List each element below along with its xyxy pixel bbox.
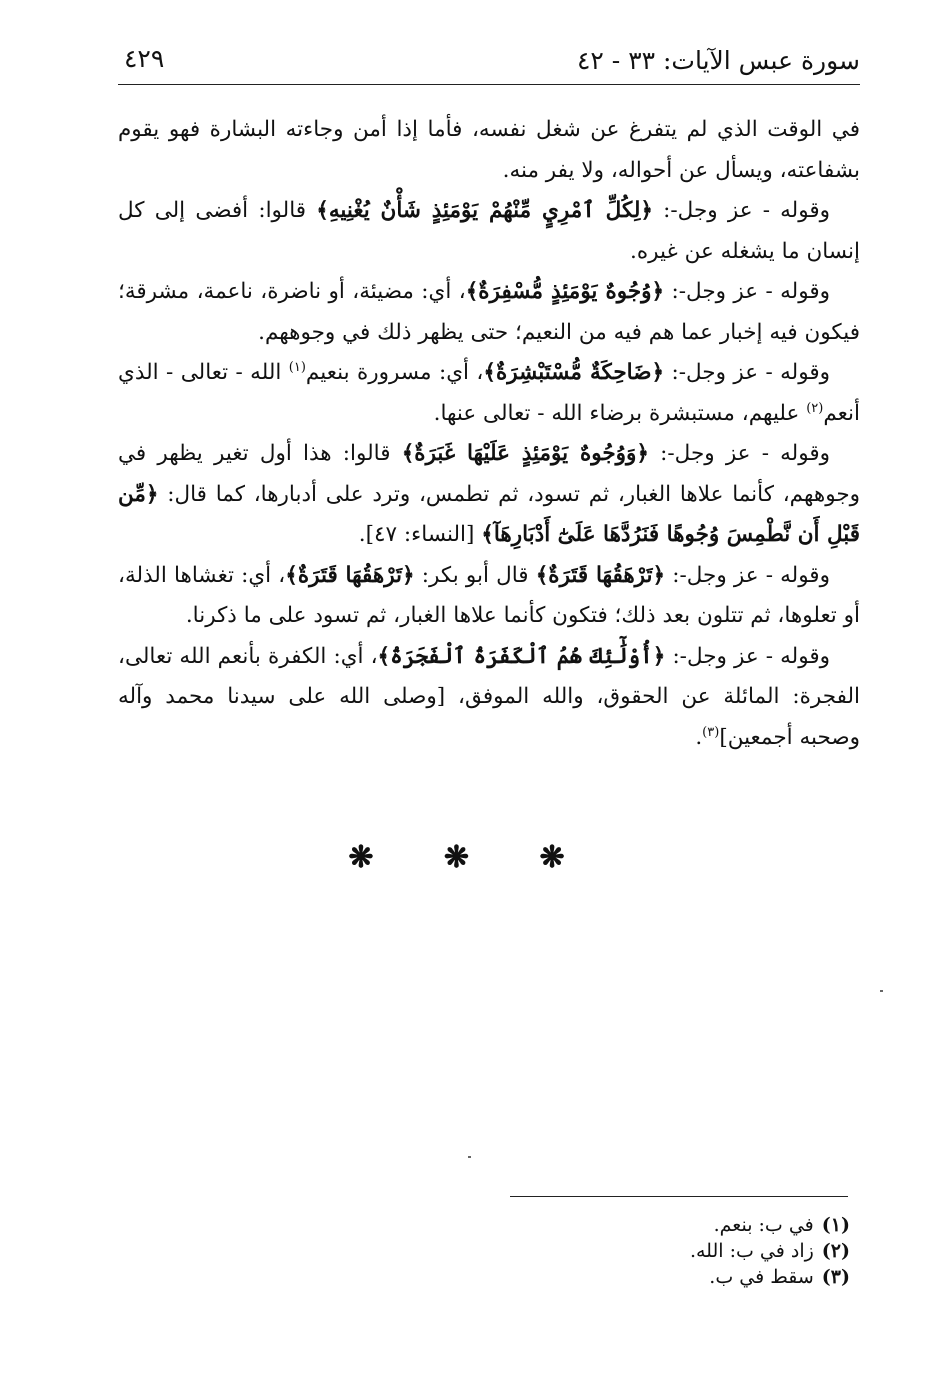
footnote-ref: (٣) — [702, 724, 720, 740]
quran-verse: ﴿تَرْهَقُهَا قَتَرَةٌ﴾ — [285, 562, 415, 588]
paragraph-text: قال أبو بكر: — [414, 562, 536, 588]
footnote-ref: (٢) — [806, 400, 824, 416]
paragraph — [118, 434, 860, 556]
footnotes — [500, 1212, 850, 1290]
quran-verse: ﴿لِكُلِّ ٱمْرِيٍ مِّنْهُمْ يَوْمَئِذٍ شَأْنٌ يُغْنِيهِ﴾ — [316, 198, 653, 223]
paragraph-text: ، أي: مضيئة، أو ناضرة، ناعمة، مشرقة؛ فيكون فيه إخبار عما هم فيه من النعيم؛ حتى يظهر ذلك في وجوههم. — [118, 279, 860, 345]
paragraph-text: وقوله - عز وجل-: — [664, 360, 830, 385]
paragraph — [118, 191, 860, 272]
main-text — [118, 110, 860, 758]
paragraph — [118, 110, 860, 191]
footnote-divider — [510, 1196, 848, 1197]
quran-verse: ﴿تَرْهَقُهَا قَتَرَةٌ﴾ — [535, 562, 666, 588]
footnote — [500, 1264, 850, 1290]
paragraph — [118, 637, 860, 759]
paragraph-text: قالوا: أفضى إلى كل إنسان ما يشغله عن غيره. — [118, 198, 860, 264]
quran-verse: ﴿ضَاحِكَةٌ مُّسْتَبْشِرَةٌ﴾ — [483, 360, 665, 385]
footnote-text: زاد في ب: الله. — [689, 1240, 814, 1262]
page-header — [118, 40, 860, 85]
footnote — [500, 1238, 850, 1264]
page-number: ٤٢٩ — [124, 44, 165, 73]
paragraph-text: ، أي: مسرورة بنعيم — [305, 360, 484, 385]
quran-verse: ﴿أُوْلَٰٓئِكَ هُمُ ٱلْكَفَرَةُ ٱلْفَجَرَةُ﴾ — [377, 643, 666, 669]
quran-verse: ﴿مِّن قَبْلِ أَن نَّطْمِسَ وُجُوهًا فَنَرُدَّهَا عَلَىٰٓ أَدْبَارِهَآ﴾ — [118, 481, 860, 547]
quran-verse: ﴿وَوُجُوهٌ يَوْمَئِذٍ عَلَيْهَا غَبَرَةٌ﴾ — [401, 441, 649, 466]
paragraph — [118, 353, 860, 434]
scan-speck — [468, 1156, 471, 1158]
paragraph-text: في الوقت الذي لم يتفرغ عن شغل نفسه، فأما إذا أمن وجاءته البشارة فهو يقوم بشفاعته، ويسأل عن أحواله، ولا يفر منه. — [118, 117, 860, 183]
footnote-number: (٢) — [821, 1240, 850, 1262]
paragraph-text: وقوله - عز وجل-: — [652, 198, 831, 223]
footnote-number: (٣) — [821, 1266, 850, 1288]
footnote-text: في ب: بنعم. — [713, 1214, 814, 1236]
paragraph-text: [النساء: ٤٧]. — [358, 522, 482, 547]
paragraph-text: وقوله - عز وجل-: — [664, 279, 831, 304]
paragraph-text: قالوا: هذا أول تغير يظهر في وجوههم، كأنما علاها الغبار، ثم تسود، ثم تطمس، وترد على أدبارها، كما قال: — [118, 441, 860, 507]
paragraph-text: الله - تعالى - الذي أنعم — [118, 360, 860, 426]
scan-speck — [880, 990, 883, 992]
paragraph-text: عليهم، مستبشرة برضاء الله - تعالى عنها. — [433, 400, 807, 426]
paragraph — [118, 556, 860, 637]
quran-verse: ﴿وُجُوهٌ يَوْمَئِذٍ مُّسْفِرَةٌ﴾ — [465, 279, 665, 304]
footnote — [500, 1212, 850, 1238]
paragraph-text: وقوله - عز وجل-: — [665, 562, 830, 588]
paragraph — [118, 272, 860, 353]
paragraph-text: ، أي: تغشاها الذلة، أو تعلوها، ثم تتلون بعد ذلك؛ فتكون كأنما علاها الغبار، ثم تسود على ما ذكرنا. — [118, 562, 860, 628]
footnote-text: سقط في ب. — [709, 1266, 814, 1288]
section-separator: ❋ ❋ ❋ — [348, 840, 595, 875]
running-title: سورة عبس الآيات: ٣٣ - ٤٢ — [576, 46, 860, 75]
footnote-number: (١) — [821, 1214, 850, 1236]
paragraph-text: ، أي: الكفرة بأنعم الله تعالى، الفجرة: المائلة عن الحقوق، والله الموفق، [وصلى الله على سيدنا محمد وآله وصحبه أجمعين] — [118, 643, 860, 750]
paragraph-text: وقوله - عز وجل-: — [648, 441, 830, 466]
footnote-ref: (١) — [288, 359, 306, 375]
paragraph-text: . — [695, 724, 703, 750]
paragraph-text: وقوله - عز وجل-: — [665, 643, 830, 669]
